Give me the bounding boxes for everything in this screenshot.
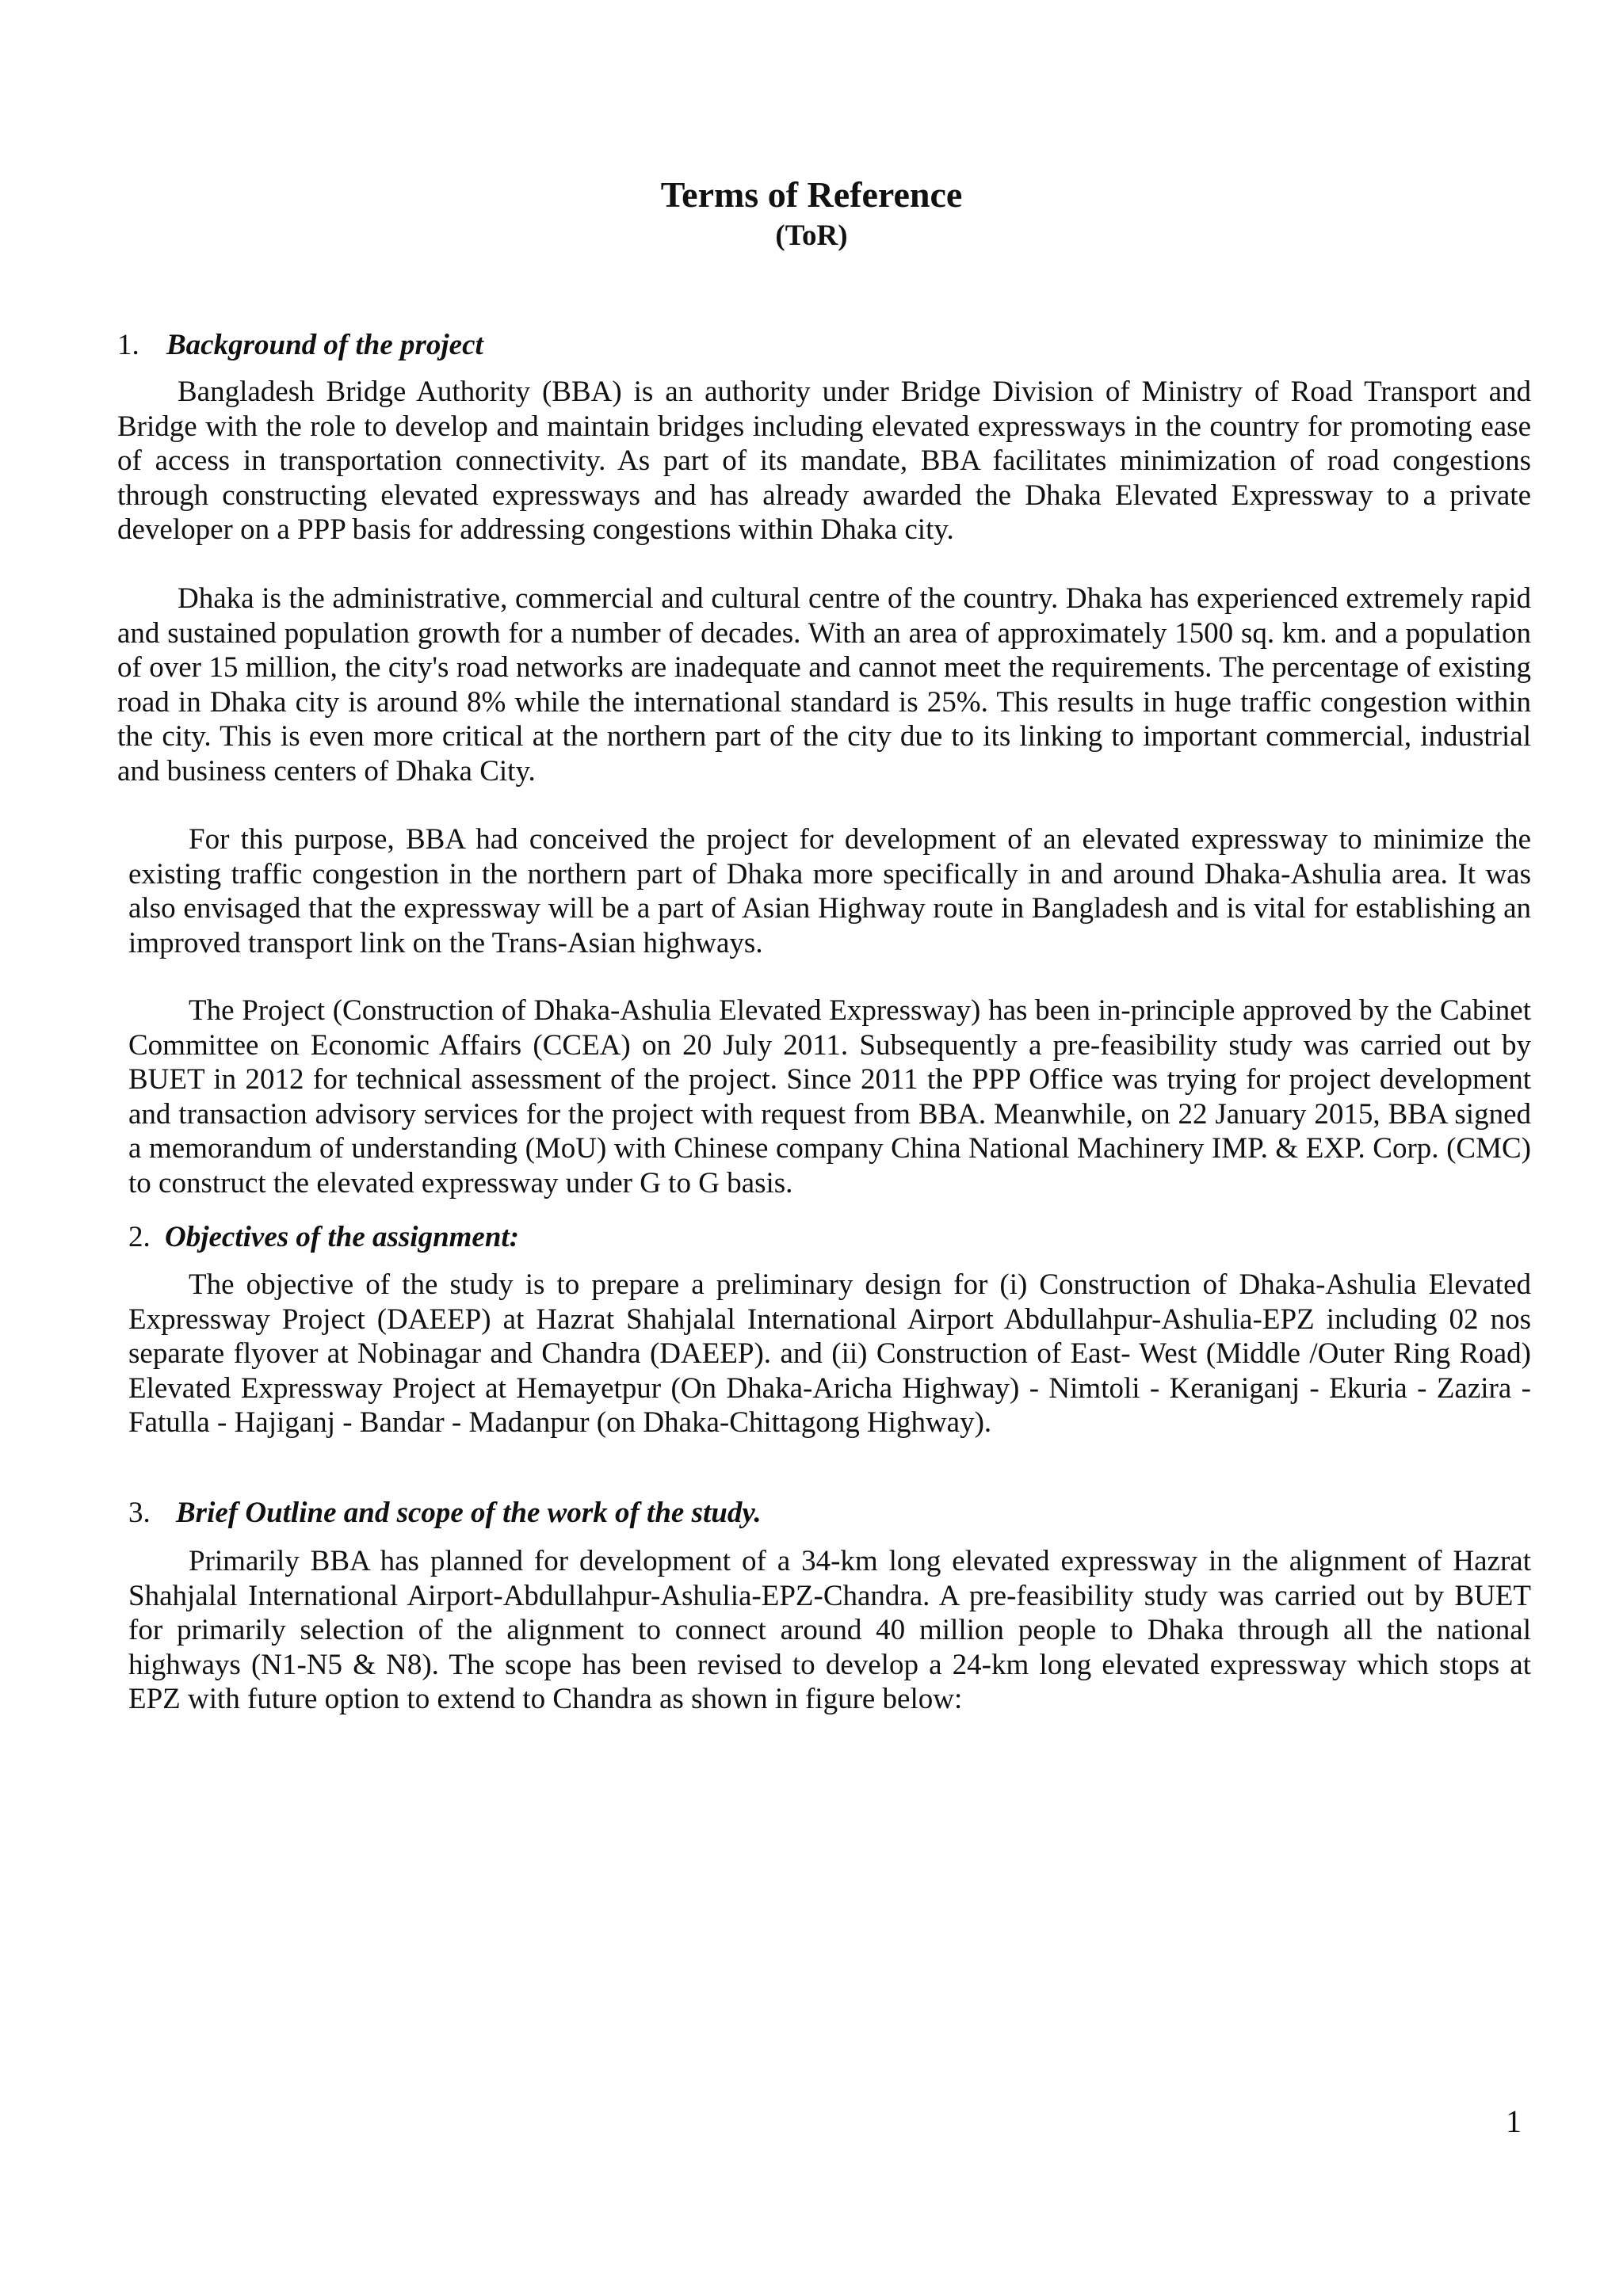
section-3-paragraph-1: Primarily BBA has planned for development of a 34-km long elevated expressway in the alignment of Hazrat Shahjalal International Airport-Abdullahpur-Ashulia-EPZ-Chandra. A pre-feasibility study was carried out by BUET for primarily selection of the alignment to connect around 40 million people to Dhaka through all the national highways (N1-N5 & N8). The scope has been revised to develop a 24-km long elevated expressway which stops at EPZ with future option to extend to Chandra as shown in figure below:	[128, 1545, 1531, 1716]
page-number: 1	[1506, 2103, 1522, 2139]
section-heading-objectives	[128, 1220, 519, 1255]
document-title: Terms of Reference	[660, 174, 963, 215]
section-number: 2.	[128, 1221, 151, 1253]
section-title: Background of the project	[166, 329, 483, 361]
document-subtitle: (ToR)	[775, 219, 848, 252]
section-1-paragraph-2: Dhaka is the administrative, commercial and cultural centre of the country. Dhaka has experienced extremely rapid and sustained population growth for a number of decades. With an area of approximately 1500 sq. km. and a population of over 15 million, the city's road networks are inadequate and cannot meet the requirements. The percentage of existing road in Dhaka city is around 8% while the international standard is 25%. This results in huge traffic congestion within the city. This is even more critical at the northern part of the city due to its linking to important commercial, industrial and business centers of Dhaka City.	[117, 582, 1531, 788]
section-heading-background	[117, 328, 483, 363]
section-number: 1.	[117, 329, 139, 361]
section-title: Objectives of the assignment:	[165, 1221, 520, 1253]
section-title: Brief Outline and scope of the work of the study.	[176, 1497, 762, 1529]
section-1-paragraph-4: The Project (Construction of Dhaka-Ashulia Elevated Expressway) has been in-principle approved by the Cabinet Committee on Economic Affairs (CCEA) on 20 July 2011. Subsequently a pre-feasibility study was carried out by BUET in 2012 for technical assessment of the project. Since 2011 the PPP Office was trying for project development and transaction advisory services for the project with request from BBA. Meanwhile, on 22 January 2015, BBA signed a memorandum of understanding (MoU) with Chinese company China National Machinery IMP. & EXP. Corp. (CMC) to construct the elevated expressway under G to G basis.	[128, 994, 1531, 1199]
section-2-paragraph-1: The objective of the study is to prepare a preliminary design for (i) Construction of Dhaka-Ashulia Elevated Expressway Project (DAEEP) at Hazrat Shahjalal International Airport Abdullahpur-Ashulia-EPZ including 02 nos separate flyover at Nobinagar and Chandra (DAEEP). and (ii) Construction of East- West (Middle /Outer Ring Road) Elevated Expressway Project at Hemayetpur (On Dhaka-Aricha Highway) - Nimtoli - Keraniganj - Ekuria - Zazira - Fatulla - Hajiganj - Bandar - Madanpur (on Dhaka-Chittagong Highway).	[128, 1268, 1531, 1440]
section-1-paragraph-3: For this purpose, BBA had conceived the project for development of an elevated expressway to minimize the existing traffic congestion in the northern part of Dhaka more specifically in and around Dhaka-Ashulia area. It was also envisaged that the expressway will be a part of Asian Highway route in Bangladesh and is vital for establishing an improved transport link on the Trans-Asian highways.	[128, 823, 1531, 959]
section-number: 3.	[128, 1497, 151, 1529]
section-heading-scope	[128, 1496, 762, 1531]
section-1-paragraph-1: Bangladesh Bridge Authority (BBA) is an authority under Bridge Division of Ministry of Road Transport and Bridge with the role to develop and maintain bridges including elevated expressways in the country for promoting ease of access in transportation connectivity. As part of its mandate, BBA facilitates minimization of road congestions through constructing elevated expressways and has already awarded the Dhaka Elevated Expressway to a private developer on a PPP basis for addressing congestions within Dhaka city.	[117, 376, 1531, 547]
